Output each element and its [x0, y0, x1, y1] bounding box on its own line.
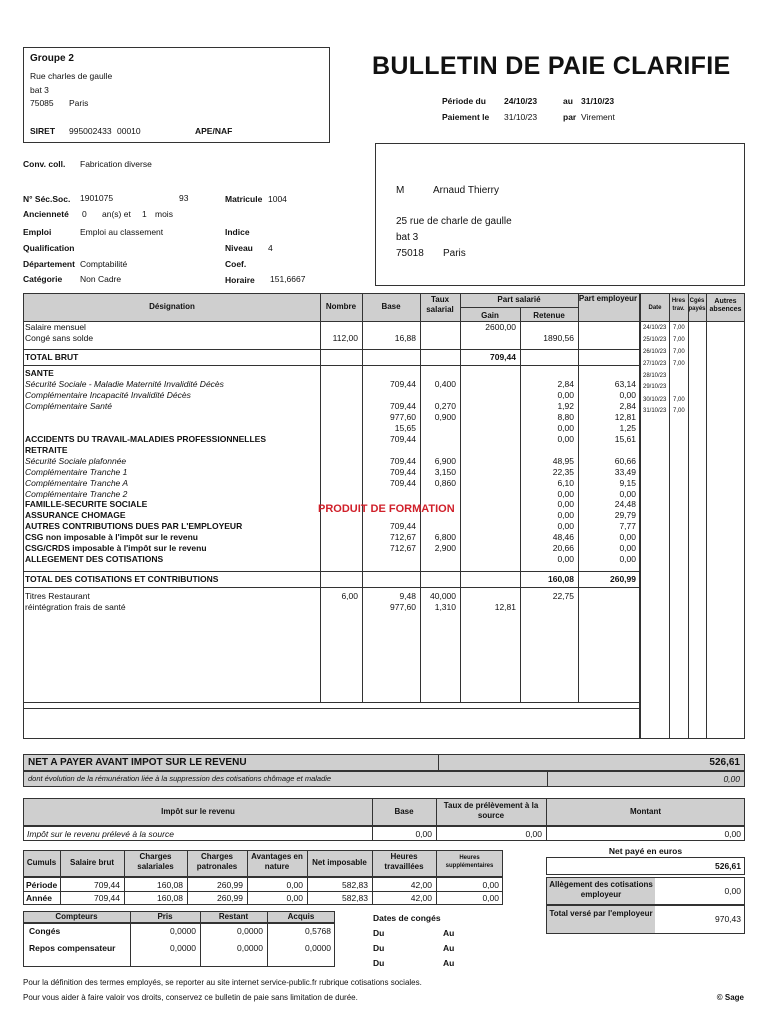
- horaire-label: Horaire: [225, 275, 255, 285]
- row-retenue: 2,84: [557, 379, 574, 389]
- tax-montant: 0,00: [724, 829, 741, 839]
- row-base: 709,44: [390, 434, 416, 444]
- net-sub-value: 0,00: [723, 774, 740, 784]
- row-employeur: 60,66: [614, 456, 636, 466]
- row-base: 709,44: [390, 456, 416, 466]
- anciennete-years-unit: an(s) et: [102, 209, 131, 219]
- cumuls-header-cell: Avantages en nature: [251, 852, 303, 871]
- anciennete-months-unit: mois: [155, 209, 173, 219]
- row-designation: SANTE: [25, 368, 54, 378]
- row-base: 712,67: [390, 543, 416, 553]
- cumuls-value: 709,44: [94, 880, 120, 890]
- calendar-hours: 7,00: [673, 408, 685, 414]
- row-retenue: 22,35: [552, 467, 574, 477]
- calendar-date: 25/10/23: [643, 337, 667, 343]
- row-taux: 1,310: [434, 602, 456, 612]
- row-taux: 0,860: [434, 478, 456, 488]
- cumuls-value: 160,08: [157, 893, 183, 903]
- page-title: BULLETIN DE PAIE CLARIFIE: [372, 52, 731, 80]
- row-designation: CSG non imposable à l'impôt sur le revenu: [25, 532, 199, 542]
- employer-address1: Rue charles de gaulle: [30, 71, 113, 81]
- row-employeur: 0,00: [619, 489, 636, 499]
- row-base: 712,67: [390, 532, 416, 542]
- ape-label: APE/NAF: [195, 126, 233, 136]
- row-retenue: 22,75: [552, 591, 574, 601]
- dates-conges-title: Dates de congés: [373, 913, 441, 923]
- compteurs-value: 0,0000: [170, 926, 196, 936]
- row-employeur: 7,77: [619, 521, 636, 531]
- header-retenue: Retenue: [533, 311, 565, 320]
- compteurs-value: 0,0000: [170, 943, 196, 953]
- header-autres: Autres absences: [709, 298, 742, 313]
- row-taux: 40,000: [430, 591, 456, 601]
- indice-label: Indice: [225, 227, 250, 237]
- row-retenue: 0,00: [557, 390, 574, 400]
- row-base: 9,48: [399, 591, 416, 601]
- row-retenue: 48,95: [552, 456, 574, 466]
- row-retenue: 0,00: [557, 554, 574, 564]
- row-employeur: 0,00: [619, 532, 636, 542]
- net-euros-label: Net payé en euros: [608, 846, 683, 856]
- payment-date: 31/10/23: [504, 112, 538, 122]
- horaire-value: 151,6667: [270, 274, 306, 284]
- net-value: 526,61: [709, 757, 740, 768]
- cumuls-header-cell: Heures travaillées: [384, 852, 424, 871]
- calendar-date: 31/10/23: [643, 408, 667, 414]
- niveau-value: 4: [268, 243, 273, 253]
- row-base: 709,44: [390, 521, 416, 531]
- calendar-hours: 7,00: [673, 337, 685, 343]
- net-sub-label: dont évolution de la rémunération liée à la suppression des cotisations chômage et maladie: [28, 774, 332, 783]
- secsoc-label: N° Séc.Soc.: [23, 194, 71, 204]
- cumuls-value: 160,08: [157, 880, 183, 890]
- calendar-date: 30/10/23: [643, 397, 667, 403]
- compteurs-row-label: Congés: [29, 926, 61, 936]
- siret-label: SIRET: [30, 126, 56, 136]
- calendar-date: 27/10/23: [643, 361, 667, 367]
- row-designation: Complémentaire Tranche 1: [25, 467, 128, 477]
- row-taux: 0,270: [434, 401, 456, 411]
- tax-header-impot: Impôt sur le revenu: [161, 807, 235, 816]
- calendar-hours: 7,00: [673, 325, 685, 331]
- row-designation: Complémentaire Tranche A: [25, 478, 128, 488]
- row-base: 15,65: [394, 423, 416, 433]
- header-cges: Cgés payés: [688, 298, 706, 312]
- compteurs-value: 0,0000: [305, 943, 331, 953]
- employee-address-box: [375, 143, 745, 286]
- row-employeur: 9,15: [619, 478, 636, 488]
- row-base: 709,44: [390, 467, 416, 477]
- row-designation: Sécurité Sociale - Maladie Maternité Invalidité Décès: [25, 379, 224, 389]
- total-employeur-value: 970,43: [715, 914, 741, 924]
- conv-value: Fabrication diverse: [80, 159, 152, 169]
- anciennete-months: 1: [142, 209, 147, 219]
- dates-du-3: Du: [373, 958, 385, 968]
- row-base: 977,60: [390, 602, 416, 612]
- compteurs-header-cell: Pris: [157, 912, 173, 921]
- row-taux: 6,800: [434, 532, 456, 542]
- net-label: NET A PAYER AVANT IMPOT SUR LE REVENU: [28, 757, 247, 768]
- cumuls-value: 42,00: [410, 880, 432, 890]
- row-employeur: 33,49: [614, 467, 636, 477]
- row-gain: 2600,00: [485, 322, 516, 332]
- row-designation: Sécurité Sociale plafonnée: [25, 456, 127, 466]
- calendar-date: 24/10/23: [643, 325, 667, 331]
- row-designation: Titres Restaurant: [25, 591, 90, 601]
- tax-header-taux: Taux de prélèvement à la source: [443, 801, 539, 820]
- row-employeur: 15,61: [614, 434, 636, 444]
- row-nombre: 112,00: [332, 333, 358, 343]
- header-part-employeur: Part employeur: [578, 294, 638, 303]
- secsoc-key: 93: [179, 193, 189, 203]
- total-employeur-label: Total versé par l'employeur: [549, 909, 653, 918]
- tax-header-montant: Montant: [629, 807, 662, 816]
- row-retenue: 1890,56: [543, 333, 574, 343]
- emploi-label: Emploi: [23, 227, 52, 237]
- row-gain: 12,81: [494, 602, 516, 612]
- row-taux: 6,900: [434, 456, 456, 466]
- cumuls-value: 260,99: [217, 893, 243, 903]
- header-date: Date: [648, 305, 662, 311]
- tax-base: 0,00: [415, 829, 432, 839]
- row-nombre: 6,00: [341, 591, 358, 601]
- row-base: 977,60: [390, 412, 416, 422]
- compteurs-header-cell: Compteurs: [55, 912, 98, 921]
- row-designation: FAMILLE-SECURITE SOCIALE: [25, 499, 148, 509]
- employee-address-line1: 25 rue de charle de gaulle: [396, 216, 512, 227]
- cumuls-row-label: Période: [26, 880, 58, 890]
- row-base: 16,88: [394, 333, 416, 343]
- tax-row-label: Impôt sur le revenu prélevé à la source: [27, 829, 174, 839]
- cumuls-header-cell: Net imposable: [312, 858, 367, 867]
- row-designation: Complémentaire Tranche 2: [25, 489, 128, 499]
- cumuls-header-cell: Cumuls: [26, 858, 57, 867]
- period-from: 24/10/23: [504, 96, 538, 106]
- allegement-value: 0,00: [724, 886, 741, 896]
- row-base: 709,44: [390, 379, 416, 389]
- row-base: 709,44: [390, 478, 416, 488]
- dates-du-2: Du: [373, 943, 385, 953]
- employee-city: Paris: [443, 248, 466, 259]
- cumuls-value: 42,00: [410, 893, 432, 903]
- payment-by: Virement: [581, 112, 615, 122]
- row-designation: ACCIDENTS DU TRAVAIL-MALADIES PROFESSIONNELLES: [25, 434, 266, 444]
- allegement-label: Allègement des cotisations employeur: [549, 880, 653, 899]
- cumuls-header-cell: Heures supplémentaires: [445, 855, 494, 869]
- row-employeur: 63,14: [614, 379, 636, 389]
- emploi-value: Emploi au classement: [80, 227, 164, 237]
- row-gain: 709,44: [490, 352, 516, 362]
- header-taux: Taux salarial: [426, 295, 454, 314]
- secsoc-value: 1901075: [80, 193, 114, 203]
- row-designation: Salaire mensuel: [25, 322, 86, 332]
- header-hres: Hres trav.: [671, 298, 686, 312]
- row-retenue: 0,00: [557, 510, 574, 520]
- cumuls-header-cell: Charges patronales: [196, 852, 238, 871]
- row-employeur: 260,99: [610, 574, 636, 584]
- categorie-label: Catégorie: [23, 274, 63, 284]
- row-designation: RETRAITE: [25, 445, 68, 455]
- cumuls-value: 582,83: [342, 880, 368, 890]
- niveau-label: Niveau: [225, 243, 253, 253]
- row-employeur: 1,25: [619, 423, 636, 433]
- row-taux: 2,900: [434, 543, 456, 553]
- row-retenue: 48,46: [552, 532, 574, 542]
- compteurs-header-cell: Acquis: [287, 912, 315, 921]
- header-part-salarie: Part salarié: [497, 295, 541, 304]
- dates-au-1: Au: [443, 928, 455, 938]
- employee-postcode: 75018: [396, 248, 424, 259]
- compteurs-value: 0,5768: [305, 926, 331, 936]
- row-employeur: 0,00: [619, 554, 636, 564]
- row-retenue: 0,00: [557, 521, 574, 531]
- row-taux: 0,900: [434, 412, 456, 422]
- watermark-text: PRODUIT DE FORMATION: [318, 503, 455, 515]
- cumuls-value: 0,00: [286, 893, 303, 903]
- cumuls-value: 260,99: [217, 880, 243, 890]
- header-base: Base: [381, 302, 401, 311]
- row-designation: ALLEGEMENT DES COTISATIONS: [25, 554, 164, 564]
- row-retenue: 0,00: [557, 499, 574, 509]
- row-designation: TOTAL BRUT: [25, 352, 79, 362]
- conv-label: Conv. coll.: [23, 159, 66, 169]
- cumuls-row-label: Année: [26, 893, 52, 903]
- row-designation: AUTRES CONTRIBUTIONS DUES PAR L'EMPLOYEUR: [25, 521, 243, 531]
- footer-line2: Pour vous aider à faire valoir vos droits, conservez ce bulletin de paie sans limitation de durée.: [23, 993, 358, 1002]
- row-retenue: 8,80: [557, 412, 574, 422]
- row-designation: Congé sans solde: [25, 333, 94, 343]
- cumuls-value: 582,83: [342, 893, 368, 903]
- cumuls-value: 0,00: [482, 880, 499, 890]
- row-retenue: 1,92: [557, 401, 574, 411]
- departement-label: Département: [23, 259, 75, 269]
- compteurs-value: 0,0000: [237, 926, 263, 936]
- period-label: Période du: [442, 96, 486, 106]
- row-designation: ASSURANCE CHOMAGE: [25, 510, 126, 520]
- cumuls-header-cell: Salaire brut: [69, 858, 114, 867]
- row-designation: réintégration frais de santé: [25, 602, 126, 612]
- row-retenue: 0,00: [557, 489, 574, 499]
- row-taux: 0,400: [434, 379, 456, 389]
- row-employeur: 0,00: [619, 543, 636, 553]
- calendar-date: 29/10/23: [643, 384, 667, 390]
- row-designation: CSG/CRDS imposable à l'impôt sur le revenu: [25, 543, 207, 553]
- employee-civility: M: [396, 185, 405, 196]
- categorie-value: Non Cadre: [80, 274, 122, 284]
- row-employeur: 24,48: [614, 499, 636, 509]
- cumuls-value: 0,00: [286, 880, 303, 890]
- footer-line1: Pour la définition des termes employés, se reporter au site internet service-public.fr rubrique cotisations sociales.: [23, 978, 422, 987]
- dates-du-1: Du: [373, 928, 385, 938]
- calendar-hours: 7,00: [673, 361, 685, 367]
- cumuls-value: 709,44: [94, 893, 120, 903]
- anciennete-label: Ancienneté: [23, 209, 69, 219]
- row-base: 709,44: [390, 401, 416, 411]
- row-designation: TOTAL DES COTISATIONS ET CONTRIBUTIONS: [25, 574, 219, 584]
- employer-city: Paris: [69, 98, 89, 108]
- compteurs-header-cell: Restant: [218, 912, 249, 921]
- dates-au-3: Au: [443, 958, 455, 968]
- anciennete-years: 0: [82, 209, 87, 219]
- coef-label: Coef.: [225, 259, 247, 269]
- compteurs-value: 0,0000: [237, 943, 263, 953]
- calendar-hours: 7,00: [673, 397, 685, 403]
- row-retenue: 0,00: [557, 423, 574, 433]
- row-designation: Complémentaire Santé: [25, 401, 112, 411]
- payment-by-label: par: [563, 112, 577, 122]
- qualification-label: Qualification: [23, 243, 75, 253]
- employee-address-line2: bat 3: [396, 232, 419, 243]
- header-designation: Désignation: [149, 302, 195, 311]
- departement-value: Comptabilité: [80, 259, 128, 269]
- header-nombre: Nombre: [325, 302, 357, 311]
- period-to: 31/10/23: [581, 96, 615, 106]
- dates-au-2: Au: [443, 943, 455, 953]
- compteurs-row-label: Repos compensateur: [29, 943, 116, 953]
- period-to-label: au: [563, 96, 573, 106]
- row-employeur: 29,79: [614, 510, 636, 520]
- calendar-panel: [640, 293, 745, 739]
- employer-postcode: 75085: [30, 98, 54, 108]
- row-taux: 3,150: [434, 467, 456, 477]
- siret-value: 995002433: [69, 126, 112, 136]
- employer-address2: bat 3: [30, 85, 49, 95]
- net-euros-value: 526,61: [715, 861, 741, 871]
- cumuls-header-cell: Charges salariales: [137, 852, 174, 871]
- calendar-hours: 7,00: [673, 349, 685, 355]
- employee-name: Arnaud Thierry: [433, 185, 499, 196]
- tax-header-base: Base: [394, 807, 414, 816]
- employer-name: Groupe 2: [30, 53, 74, 64]
- cumuls-value: 0,00: [482, 893, 499, 903]
- payment-label: Paiement le: [442, 112, 490, 122]
- footer-brand: © Sage: [716, 993, 744, 1002]
- siret-suffix: 00010: [117, 126, 141, 136]
- row-retenue: 0,00: [557, 434, 574, 444]
- row-retenue: 160,08: [548, 574, 574, 584]
- row-employeur: 12,81: [614, 412, 636, 422]
- row-retenue: 6,10: [557, 478, 574, 488]
- matricule-label: Matricule: [225, 194, 263, 204]
- header-gain: Gain: [481, 311, 499, 320]
- tax-taux: 0,00: [525, 829, 542, 839]
- row-employeur: 0,00: [619, 390, 636, 400]
- row-employeur: 2,84: [619, 401, 636, 411]
- calendar-date: 26/10/23: [643, 349, 667, 355]
- matricule-value: 1004: [268, 194, 287, 204]
- row-designation: Complémentaire Incapacité Invalidité Décès: [25, 390, 191, 400]
- row-retenue: 20,66: [552, 543, 574, 553]
- calendar-date: 28/10/23: [643, 373, 667, 379]
